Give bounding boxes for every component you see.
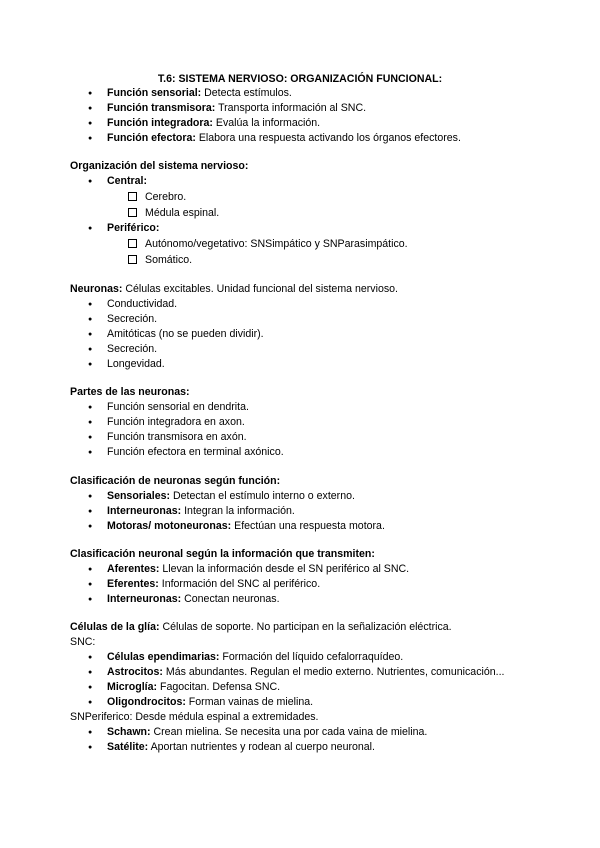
list-item: ● Interneuronas: Conectan neuronas. [70,592,560,607]
list-item: ● Astrocitos: Más abundantes. Regulan el medio externo. Nutrientes, comunicación... [70,665,560,680]
list-item: ● Longevidad. [70,357,560,372]
list-item: ● Microglía: Fagocitan. Defensa SNC. [70,680,560,695]
checkbox-item: Somático. [70,252,560,268]
section-heading: Clasificación neuronal según la información que transmiten: [70,548,375,560]
checkbox-icon [128,239,137,248]
neurons-section [70,282,560,372]
section-heading: Organización del sistema nervioso: [70,160,249,172]
organization-section [70,159,560,268]
section-heading: Neuronas: Células excitables. Unidad funcional del sistema nervioso. [70,283,398,295]
list-item: ● Función transmisora en axón. [70,430,560,445]
list-item: ● Función integradora: Evalúa la información. [70,116,560,131]
list-item: ● Amitóticas (no se pueden dividir). [70,327,560,342]
checkbox-icon [128,192,137,201]
list-item: ● Motoras/ motoneuronas: Efectúan una respuesta motora. [70,519,560,534]
checkbox-item: Cerebro. [70,189,560,205]
list-item: ● Secreción. [70,312,560,327]
list-item: ● Schawn: Crean mielina. Se necesita una por cada vaina de mielina. [70,725,560,740]
functions-list [70,86,560,146]
classification-info-section [70,547,560,607]
page-title: T.6: SISTEMA NERVIOSO: ORGANIZACIÓN FUNCIONAL: [157,73,443,85]
list-item: ● Aferentes: Llevan la información desde el SN periférico al SNC. [70,562,560,577]
classification-function-section [70,474,560,534]
list-item: ● Interneuronas: Integran la información. [70,504,560,519]
glia-section [70,620,560,755]
list-item: ● Conductividad. [70,297,560,312]
checkbox-icon [128,255,137,264]
list-item: ● Central: [70,174,560,189]
list-item: ● Secreción. [70,342,560,357]
list-item: ● Satélite: Aportan nutrientes y rodean al cuerpo neuronal. [70,740,560,755]
list-item: ● Periférico: [70,221,560,236]
checkbox-item: Médula espinal. [70,205,560,221]
list-item: ● Función integradora en axon. [70,415,560,430]
list-item: ● Oligondrocitos: Forman vainas de mielina. [70,695,560,710]
subsection-label: SNPeriferico: Desde médula espinal a extremidades. [70,711,319,723]
list-item: ● Función sensorial: Detecta estímulos. [70,86,560,101]
checkbox-item: Autónomo/vegetativo: SNSimpático y SNParasimpático. [70,236,560,252]
list-item: ● Función efectora en terminal axónico. [70,445,560,460]
section-heading: Partes de las neuronas: [70,386,190,398]
list-item: ● Sensoriales: Detectan el estímulo interno o externo. [70,489,560,504]
list-item: ● Función sensorial en dendrita. [70,400,560,415]
subsection-label: SNC: [70,636,96,648]
section-heading: Clasificación de neuronas según función: [70,475,281,487]
parts-section [70,385,560,460]
list-item: ● Función efectora: Elabora una respuesta activando los órganos efectores. [70,131,560,146]
list-item: ● Células ependimarias: Formación del líquido cefalorraquídeo. [70,650,560,665]
section-heading: Células de la glía: Células de soporte. No participan en la señalización eléctrica. [70,621,452,633]
checkbox-icon [128,208,137,217]
list-item: ● Función transmisora: Transporta información al SNC. [70,101,560,116]
list-item: ● Eferentes: Información del SNC al periférico. [70,577,560,592]
